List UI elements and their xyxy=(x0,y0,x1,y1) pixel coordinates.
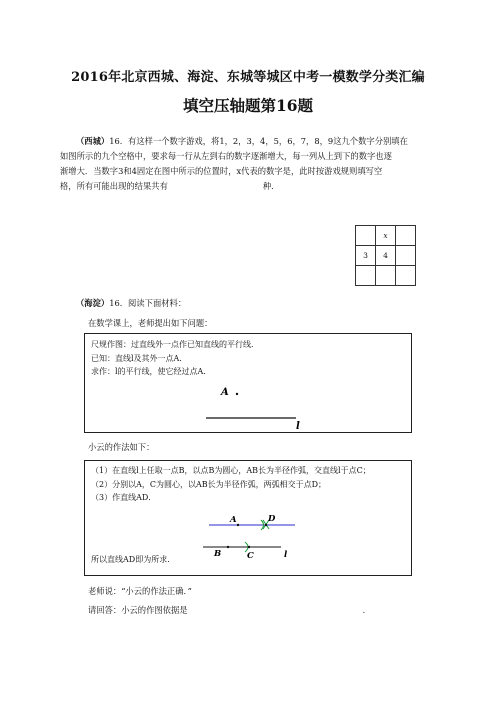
point-b-dot xyxy=(227,546,229,548)
line-l-label: l xyxy=(296,421,300,432)
problem-line-1: 尺规作图：过直线外一点作已知直线的平行线． xyxy=(91,340,259,349)
question-1-tag: （西城） xyxy=(76,136,110,146)
question-1-line4b: 种． xyxy=(262,181,280,191)
line-l-label: l xyxy=(284,550,288,560)
problem-box xyxy=(84,333,412,433)
question-2-tag: （海淀） xyxy=(76,298,110,308)
question-2-heading xyxy=(76,296,186,311)
grid-cell xyxy=(396,246,416,266)
grid-cell: 4 xyxy=(376,246,396,266)
point-b-label: B xyxy=(214,549,222,559)
grid-cell xyxy=(396,266,416,286)
problem-line-3: 求作：l的平行线，使它经过点A． xyxy=(91,367,212,376)
method-step-1: （1）在直线l上任取一点B，以点B为圆心，AB长为半径作弧，交直线l于点C； xyxy=(91,466,371,475)
grid-cell xyxy=(376,266,396,286)
ask-end: ． xyxy=(362,605,371,615)
grid-cell xyxy=(396,226,416,246)
teacher-comment: 老师说：“小云的作法正确．” xyxy=(88,586,192,596)
point-a-label: A xyxy=(221,387,229,398)
question-2-intro: 16．阅读下面材料： xyxy=(109,298,187,308)
point-d-dot xyxy=(265,524,267,526)
method-intro: 小云的作法如下： xyxy=(88,442,155,452)
grid-cell xyxy=(356,266,376,286)
problem-figure xyxy=(85,334,411,432)
document-subtitle: 填空压轴题第16题 xyxy=(182,96,314,115)
grid-cell: 3 xyxy=(356,246,376,266)
question-1-line3: 渐增大．当数字3和4固定在图中所示的位置时，x代表的数字是，此时按游戏规则填写空 xyxy=(60,166,383,176)
question-1-line2: 如图所示的九个空格中，要求每一行从左到右的数字逐渐增大，每一列从上到下的数字也逐 xyxy=(60,151,392,161)
method-step-3: （3）作直线AD． xyxy=(91,493,157,502)
question-1-line4a: 格，所有可能出现的结果共有 xyxy=(60,181,168,191)
method-step-2: （2）分别以A，C为圆心，以AB长为半径作弧，两弧相交于点D； xyxy=(91,479,327,489)
grid-cell xyxy=(356,226,376,246)
point-c-label: C xyxy=(247,551,254,561)
document-title: 2016年北京西城、海淀、东城等城区中考一模数学分类汇编 xyxy=(71,70,425,85)
point-a-dot xyxy=(236,393,238,395)
question-2-ask xyxy=(88,603,388,618)
question-2-lead: 在数学课上，老师提出如下问题： xyxy=(88,318,213,328)
point-c-dot xyxy=(248,546,250,548)
point-a-dot xyxy=(237,524,239,526)
method-box xyxy=(84,460,412,576)
number-grid xyxy=(355,225,416,286)
question-1-line1: 16．有这样一个数字游戏，将1，2，3，4，5，6，7，8，9这九个数字分别填在 xyxy=(109,136,408,146)
point-a-label: A xyxy=(230,515,237,525)
grid-cell: x xyxy=(376,226,396,246)
question-1 xyxy=(60,134,436,194)
ask-text: 请回答：小云的作图依据是 xyxy=(88,605,188,615)
problem-line-2: 已知：直线l及其外一点A． xyxy=(91,353,188,363)
point-d-label: D xyxy=(268,514,276,524)
method-conclusion: 所以直线AD即为所求． xyxy=(91,555,176,564)
